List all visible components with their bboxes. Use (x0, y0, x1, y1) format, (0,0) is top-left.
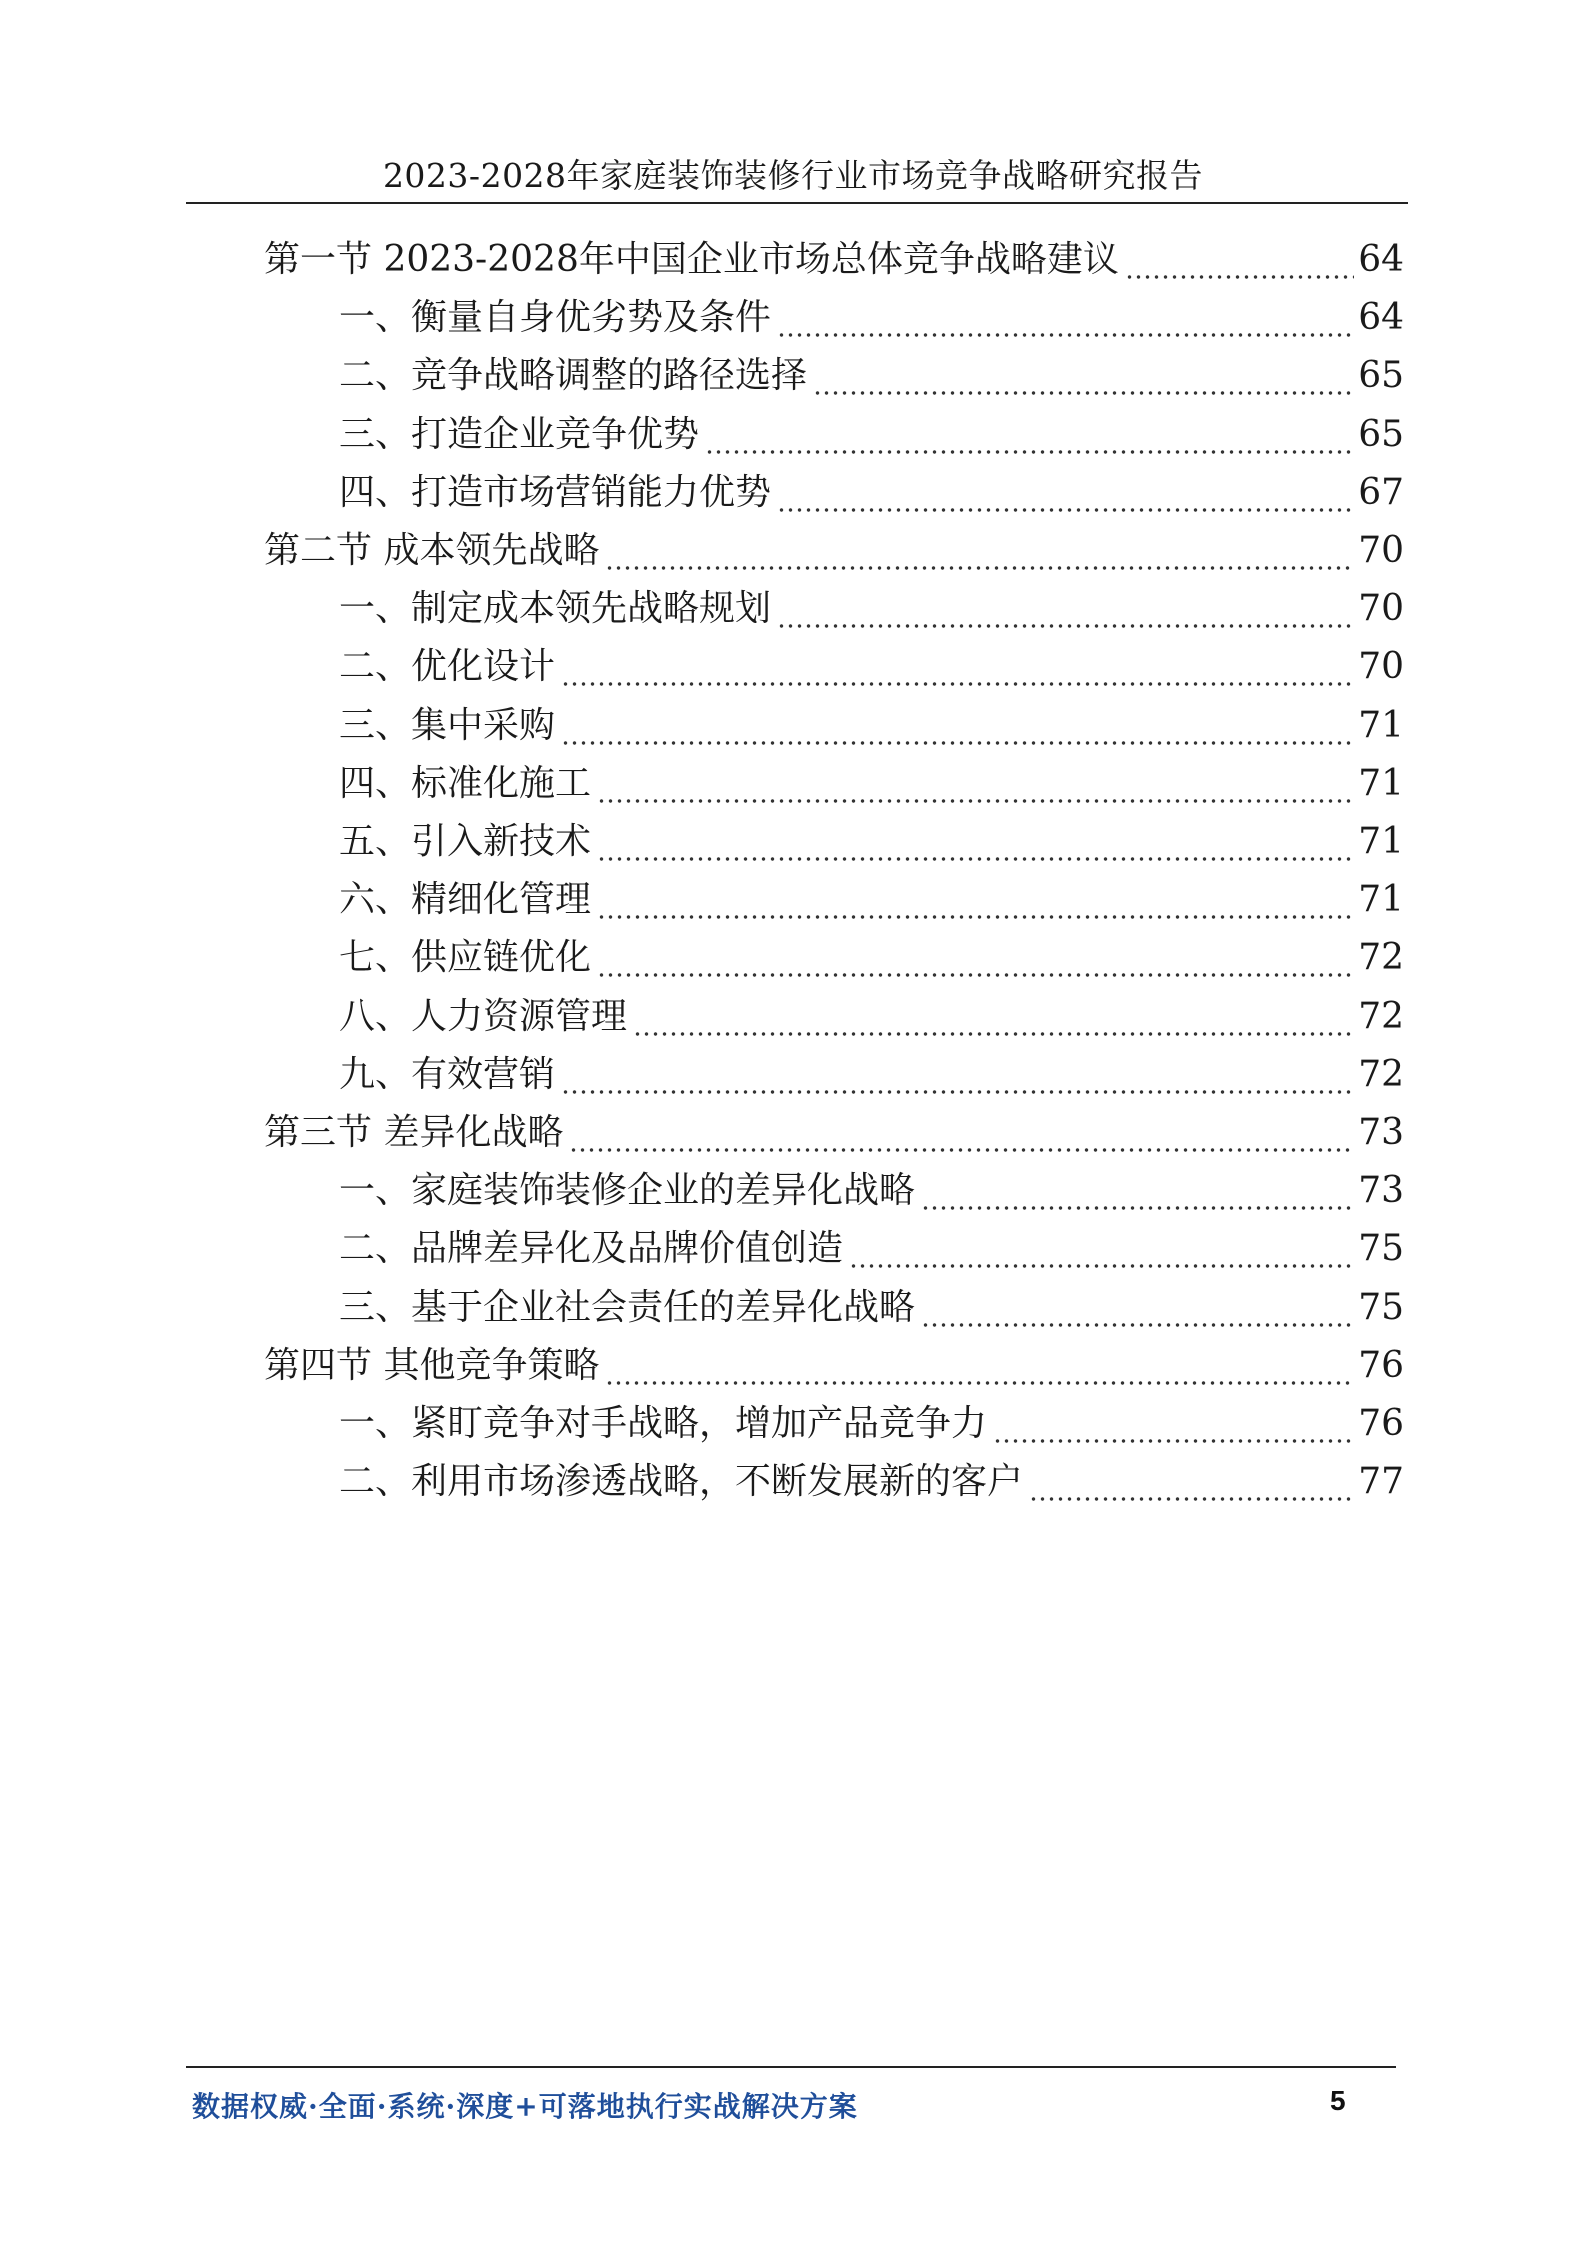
toc-entry-title: 九、有效营销 (339, 1053, 556, 1095)
toc-item-row[interactable] (339, 688, 1404, 748)
toc-entry-title: 一、衡量自身优劣势及条件 (339, 297, 772, 339)
toc-item-row[interactable] (339, 979, 1404, 1039)
toc-entry-title: 一、家庭装饰装修企业的差异化战略 (339, 1170, 916, 1212)
toc-item-row[interactable] (339, 280, 1404, 340)
toc-page-number: 71 (1358, 762, 1404, 804)
toc-item-row[interactable] (339, 571, 1404, 631)
toc-section-row[interactable] (264, 513, 1404, 573)
toc-entry-title: 五、引入新技术 (339, 821, 592, 862)
toc-dot-leader (597, 934, 1354, 978)
toc-section-row[interactable] (264, 222, 1404, 282)
toc-entry-title: 二、品牌差异化及品牌价值创造 (339, 1228, 844, 1270)
toc-dot-leader (597, 876, 1354, 920)
toc-entry-title: 第四节 其他竞争策略 (264, 1344, 600, 1386)
toc-dot-leader (633, 993, 1354, 1037)
toc-dot-leader (1029, 1458, 1354, 1502)
toc-entry-title: 第一节 2023-2028年中国企业市场总体竞争战略建议 (264, 239, 1119, 280)
toc-dot-leader (849, 1225, 1354, 1269)
toc-entry-title: 四、标准化施工 (339, 762, 592, 804)
toc-page-number: 70 (1358, 588, 1404, 630)
toc-page-number: 65 (1358, 413, 1404, 455)
toc-entry-title: 第三节 差异化战略 (264, 1112, 564, 1153)
toc-dot-leader (569, 1109, 1354, 1153)
toc-entry-title: 四、打造市场营销能力优势 (339, 471, 772, 513)
toc-entry-title: 八、人力资源管理 (339, 995, 628, 1037)
footer-divider (186, 2066, 1396, 2068)
toc-page-number: 64 (1358, 297, 1404, 339)
toc-entry-title: 二、竞争战略调整的路径选择 (339, 355, 808, 397)
toc-dot-leader (777, 294, 1354, 338)
toc-page-number: 71 (1358, 704, 1404, 746)
toc-entry-title: 六、精细化管理 (339, 879, 592, 921)
toc-entry-title: 二、利用市场渗透战略，不断发展新的客户 (339, 1461, 1024, 1503)
toc-page-number: 67 (1358, 471, 1404, 513)
toc-item-row[interactable] (339, 1153, 1404, 1213)
toc-page-number: 71 (1358, 879, 1404, 921)
toc-page-number: 75 (1358, 1286, 1404, 1328)
toc-dot-leader (1125, 236, 1354, 280)
toc-dot-leader (561, 1051, 1354, 1095)
toc-dot-leader (921, 1284, 1354, 1328)
toc-dot-leader (993, 1400, 1354, 1444)
toc-item-row[interactable] (339, 920, 1404, 980)
toc-entry-title: 第二节 成本领先战略 (264, 530, 600, 571)
toc-item-row[interactable] (339, 1386, 1404, 1446)
toc-dot-leader (605, 1342, 1354, 1386)
header-divider (186, 202, 1408, 204)
toc-entry-title: 三、基于企业社会责任的差异化战略 (339, 1286, 916, 1328)
toc-item-row[interactable] (339, 746, 1404, 806)
toc-section-row[interactable] (264, 1095, 1404, 1155)
footer-page-number: 5 (1330, 2085, 1346, 2116)
toc-page-number: 72 (1358, 995, 1404, 1037)
page-header-title: 2023-2028年家庭装饰装修行业市场竞争战略研究报告 (382, 156, 1204, 195)
toc-page-number: 76 (1358, 1344, 1404, 1386)
toc-page-number: 75 (1358, 1228, 1404, 1270)
toc-page-number: 73 (1358, 1170, 1404, 1212)
toc-item-row[interactable] (339, 338, 1404, 398)
toc-page-number: 70 (1358, 646, 1404, 688)
toc-dot-leader (605, 527, 1354, 571)
toc-dot-leader (777, 585, 1354, 629)
toc-page-number: 64 (1358, 239, 1404, 280)
toc-page-number: 77 (1358, 1461, 1404, 1503)
toc-page-number: 76 (1358, 1403, 1404, 1444)
toc-page-number: 65 (1358, 355, 1404, 397)
toc-dot-leader (813, 352, 1354, 396)
toc-item-row[interactable] (339, 1037, 1404, 1097)
toc-dot-leader (597, 818, 1354, 862)
toc-section-row[interactable] (264, 1328, 1404, 1388)
toc-item-row[interactable] (339, 1270, 1404, 1330)
toc-item-row[interactable] (339, 455, 1404, 515)
toc-item-row[interactable] (339, 1211, 1404, 1271)
toc-entry-title: 二、优化设计 (339, 646, 556, 688)
toc-dot-leader (705, 411, 1354, 455)
toc-dot-leader (561, 702, 1354, 746)
toc-page-number: 71 (1358, 821, 1404, 862)
toc-dot-leader (921, 1167, 1354, 1211)
toc-page-number: 72 (1358, 937, 1404, 979)
toc-item-row[interactable] (339, 629, 1404, 689)
toc-page-number: 73 (1358, 1112, 1404, 1153)
toc-page-number: 72 (1358, 1053, 1404, 1095)
toc-item-row[interactable] (339, 804, 1404, 864)
toc-entry-title: 三、集中采购 (339, 704, 556, 746)
toc-dot-leader (777, 469, 1354, 513)
toc-item-row[interactable] (339, 397, 1404, 457)
toc-dot-leader (561, 643, 1354, 687)
footer-slogan: 数据权威·全面·系统·深度+可落地执行实战解决方案 (192, 2090, 858, 2123)
toc-entry-title: 三、打造企业竞争优势 (339, 413, 700, 455)
toc-item-row[interactable] (339, 862, 1404, 922)
toc-entry-title: 七、供应链优化 (339, 937, 592, 979)
toc-item-row[interactable] (339, 1444, 1404, 1504)
toc-entry-title: 一、制定成本领先战略规划 (339, 588, 772, 630)
toc-page-number: 70 (1358, 530, 1404, 571)
toc-dot-leader (597, 760, 1354, 804)
toc-entry-title: 一、紧盯竞争对手战略，增加产品竞争力 (339, 1403, 988, 1444)
